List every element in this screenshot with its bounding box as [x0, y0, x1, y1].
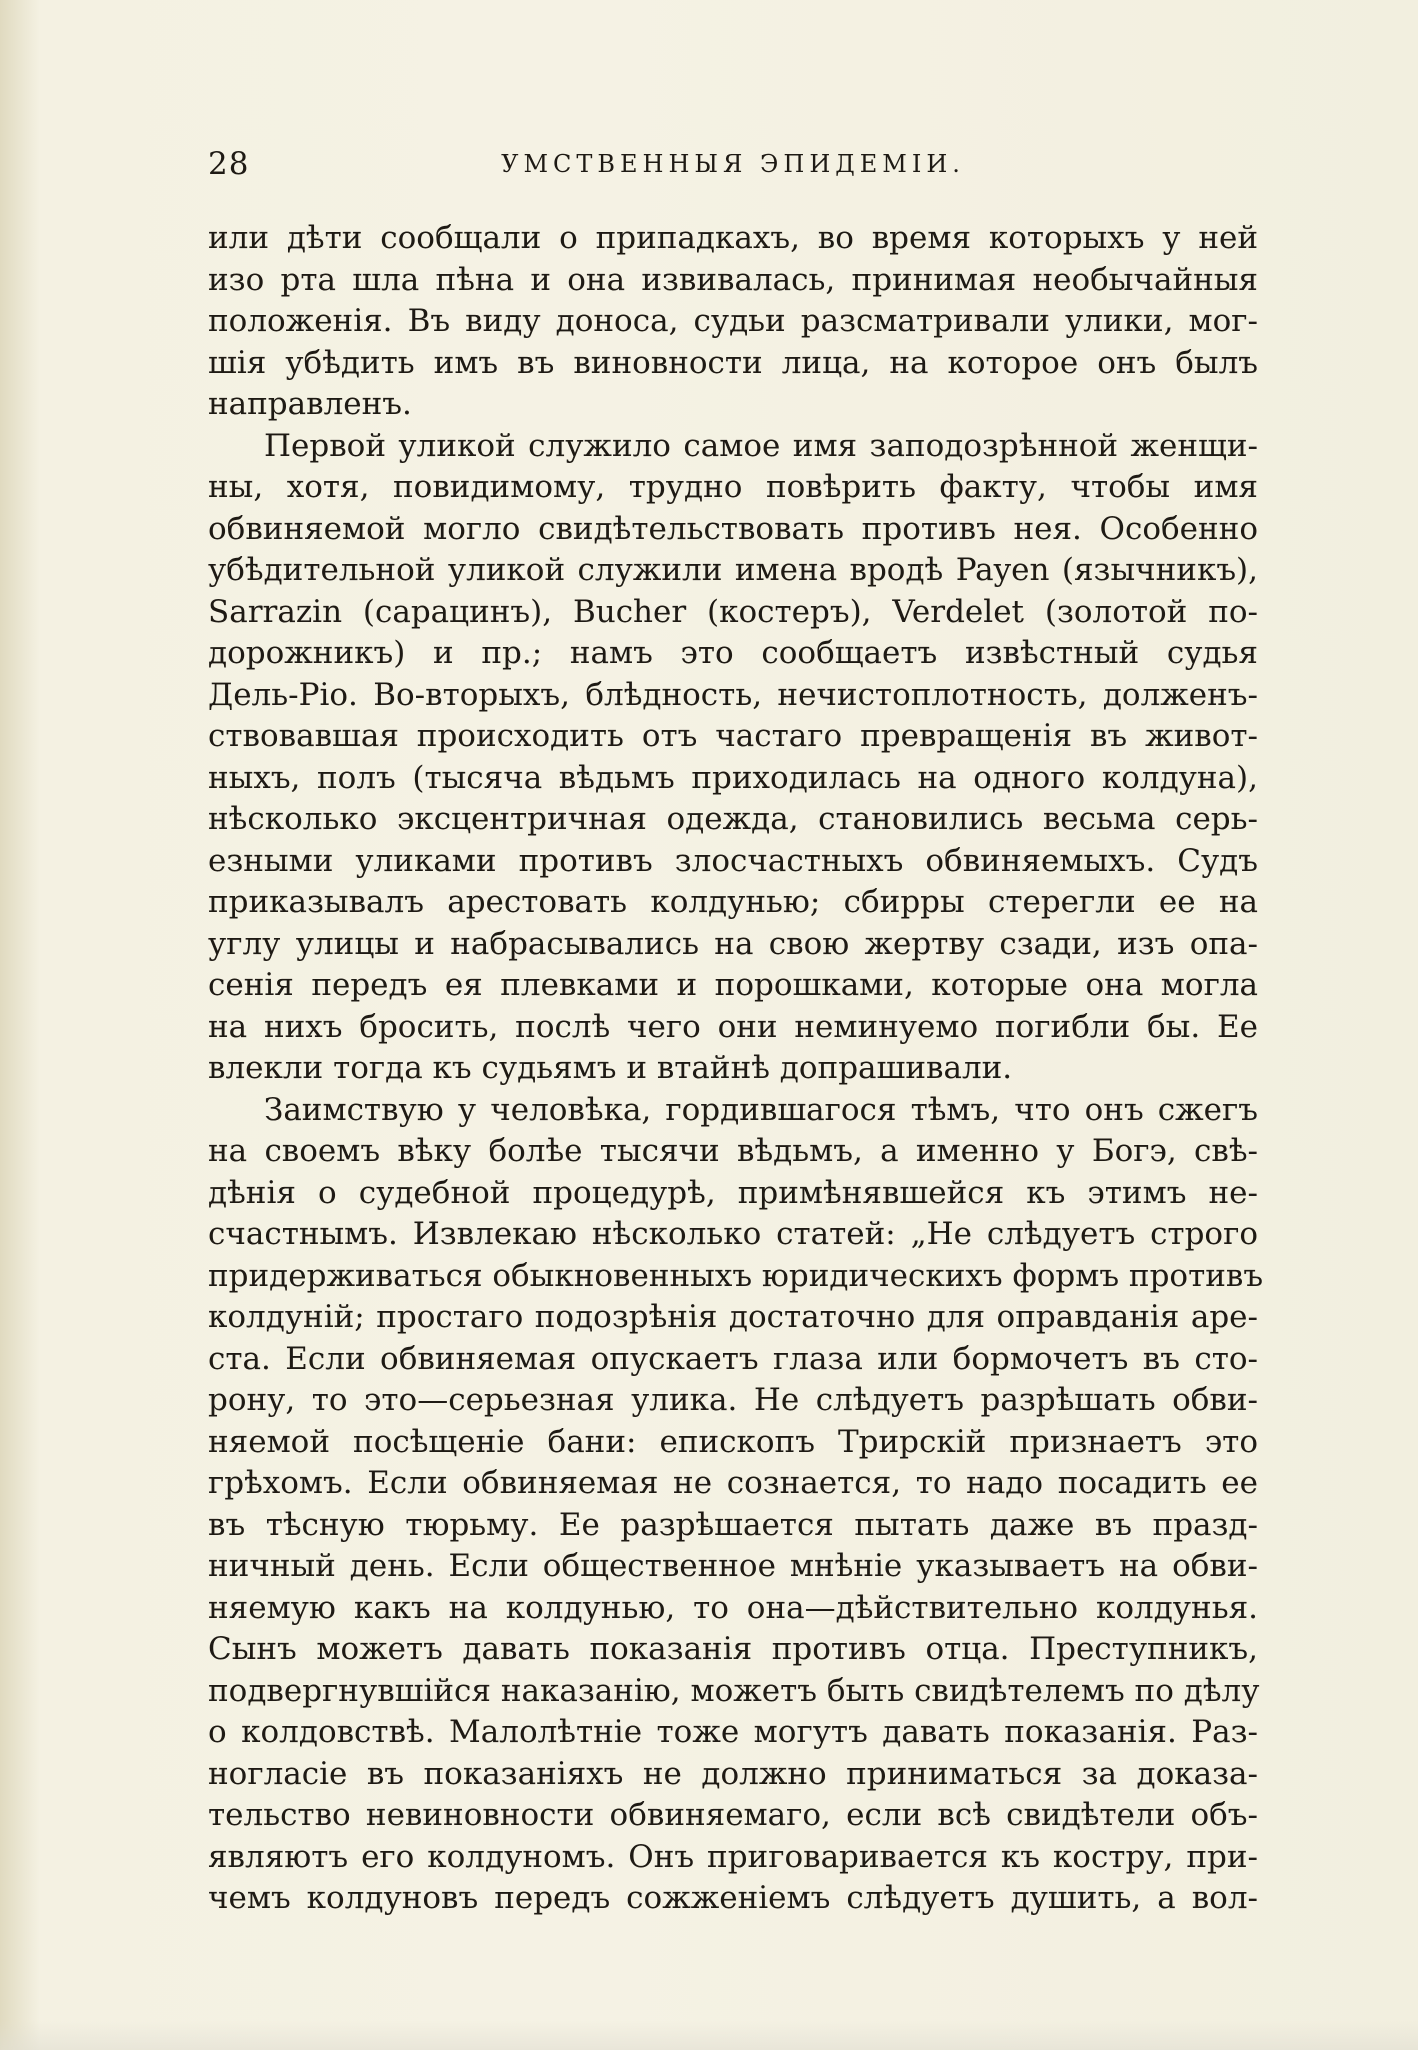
text-line: влекли тогда къ судьямъ и втайнѣ допрашивали.	[208, 1050, 1013, 1086]
text-line: счастнымъ. Извлекаю нѣсколько статей: „Не слѣдуетъ строго	[208, 1216, 1258, 1252]
text-line: ствовавшая происходить отъ частаго превращенія въ живот-	[208, 718, 1258, 754]
text-line: няемой посѣщеніе бани: епископъ Трирскій признаетъ это	[208, 1423, 1258, 1460]
text-line: о колдовствѣ. Малолѣтніе тоже могутъ давать показанія. Раз-	[208, 1714, 1258, 1750]
text-line: дѣнія о судебной процедурѣ, примѣнявшейся къ этимъ не-	[208, 1174, 1258, 1211]
text-line: придерживаться обыкновенныхъ юридическихъ формъ противъ	[208, 1257, 1264, 1294]
text-line: езными уликами противъ злосчастныхъ обвиняемыхъ. Судъ	[208, 842, 1258, 879]
text-line: ны, хотя, повидимому, трудно повѣрить факту, чтобы имя	[208, 469, 1258, 505]
running-title: УМСТВЕННЫЯ ЭПИДЕМІИ.	[501, 150, 965, 178]
text-line: няемую какъ на колдунью, то она—дѣйствительно колдунья.	[208, 1589, 1258, 1626]
text-line: чемъ колдуновъ передъ сожженіемъ слѣдуетъ душить, а вол-	[208, 1880, 1258, 1916]
text-line: положенія. Въ виду доноса, судьи разсматривали улики, мог-	[208, 303, 1258, 339]
text-line: нѣсколько эксцентричная одежда, становились весьма серь-	[208, 801, 1258, 837]
text-line: рону, то это—серьезная улика. Не слѣдуетъ разрѣшать обви-	[208, 1382, 1258, 1418]
text-line: шія убѣдить имъ въ виновности лица, на которое онъ былъ	[208, 344, 1258, 381]
text-line: Sarrazin (сарацинъ), Bucher (костеръ), Verdelet (золотой по-	[208, 593, 1258, 630]
text-line: ногласіе въ показаніяхъ не должно приниматься за доказа-	[208, 1755, 1258, 1792]
text-line: колдуній; простаго подозрѣнія достаточно для оправданія аре-	[208, 1299, 1258, 1335]
text-line: въ тѣсную тюрьму. Ее разрѣшается пытать даже въ празд-	[208, 1506, 1258, 1543]
page-header	[208, 146, 1258, 186]
page-bottom-edge	[0, 2020, 1418, 2050]
text-line: углу улицы и набрасывались на свою жертву сзади, изъ опа-	[208, 925, 1258, 962]
text-line: тельство невиновности обвиняемаго, если всѣ свидѣтели объ-	[208, 1797, 1258, 1833]
text-line: или дѣти сообщали о припадкахъ, во время которыхъ у ней	[208, 220, 1258, 256]
text-line: на нихъ бросить, послѣ чего они неминуемо погибли бы. Ее	[208, 1008, 1258, 1045]
text-line: дорожникъ) и пр.; намъ это сообщаетъ извѣстный судья	[208, 635, 1258, 671]
text-line: на своемъ вѣку болѣе тысячи вѣдьмъ, а именно у Богэ, свѣ-	[208, 1133, 1258, 1169]
body-text	[208, 218, 1264, 1920]
page-number: 28	[208, 146, 250, 182]
text-line: приказывалъ арестовать колдунью; сбирры стерегли ее на	[208, 884, 1258, 920]
text-line: подвергнувшійся наказанію, можетъ быть свидѣтелемъ по дѣлу	[208, 1672, 1260, 1709]
text-line: Первой уликой служило самое имя заподозрѣнной женщи-	[264, 427, 1258, 464]
text-line: Заимствую у человѣка, гордившагося тѣмъ, что онъ сжегъ	[264, 1091, 1258, 1128]
text-line: Дель-Ріо. Во-вторыхъ, блѣдность, нечистоплотность, долженъ-	[208, 676, 1258, 713]
text-line: являютъ его колдуномъ. Онъ приговаривается къ костру, при-	[208, 1838, 1258, 1875]
page-gutter-shadow	[0, 0, 40, 2050]
text-line: ничный день. Если общественное мнѣніе указываетъ на обви-	[208, 1548, 1258, 1584]
text-line: изо рта шла пѣна и она извивалась, принимая необычайныя	[208, 261, 1258, 298]
text-line: ста. Если обвиняемая опускаетъ глаза или бормочетъ въ сто-	[208, 1340, 1258, 1377]
text-line: направленъ.	[208, 386, 412, 422]
text-line: грѣхомъ. Если обвиняемая не сознается, то надо посадить ее	[208, 1465, 1258, 1501]
text-line: сенія передъ ея плевками и порошками, которые она могла	[208, 967, 1258, 1003]
text-line: Сынъ можетъ давать показанія противъ отца. Преступникъ,	[208, 1631, 1258, 1667]
text-line: ныхъ, полъ (тысяча вѣдьмъ приходилась на одного колдуна),	[208, 759, 1258, 796]
text-line: обвиняемой могло свидѣтельствовать противъ нея. Особенно	[208, 510, 1258, 547]
text-line: убѣдительной уликой служили имена вродѣ Payen (язычникъ),	[208, 552, 1258, 588]
